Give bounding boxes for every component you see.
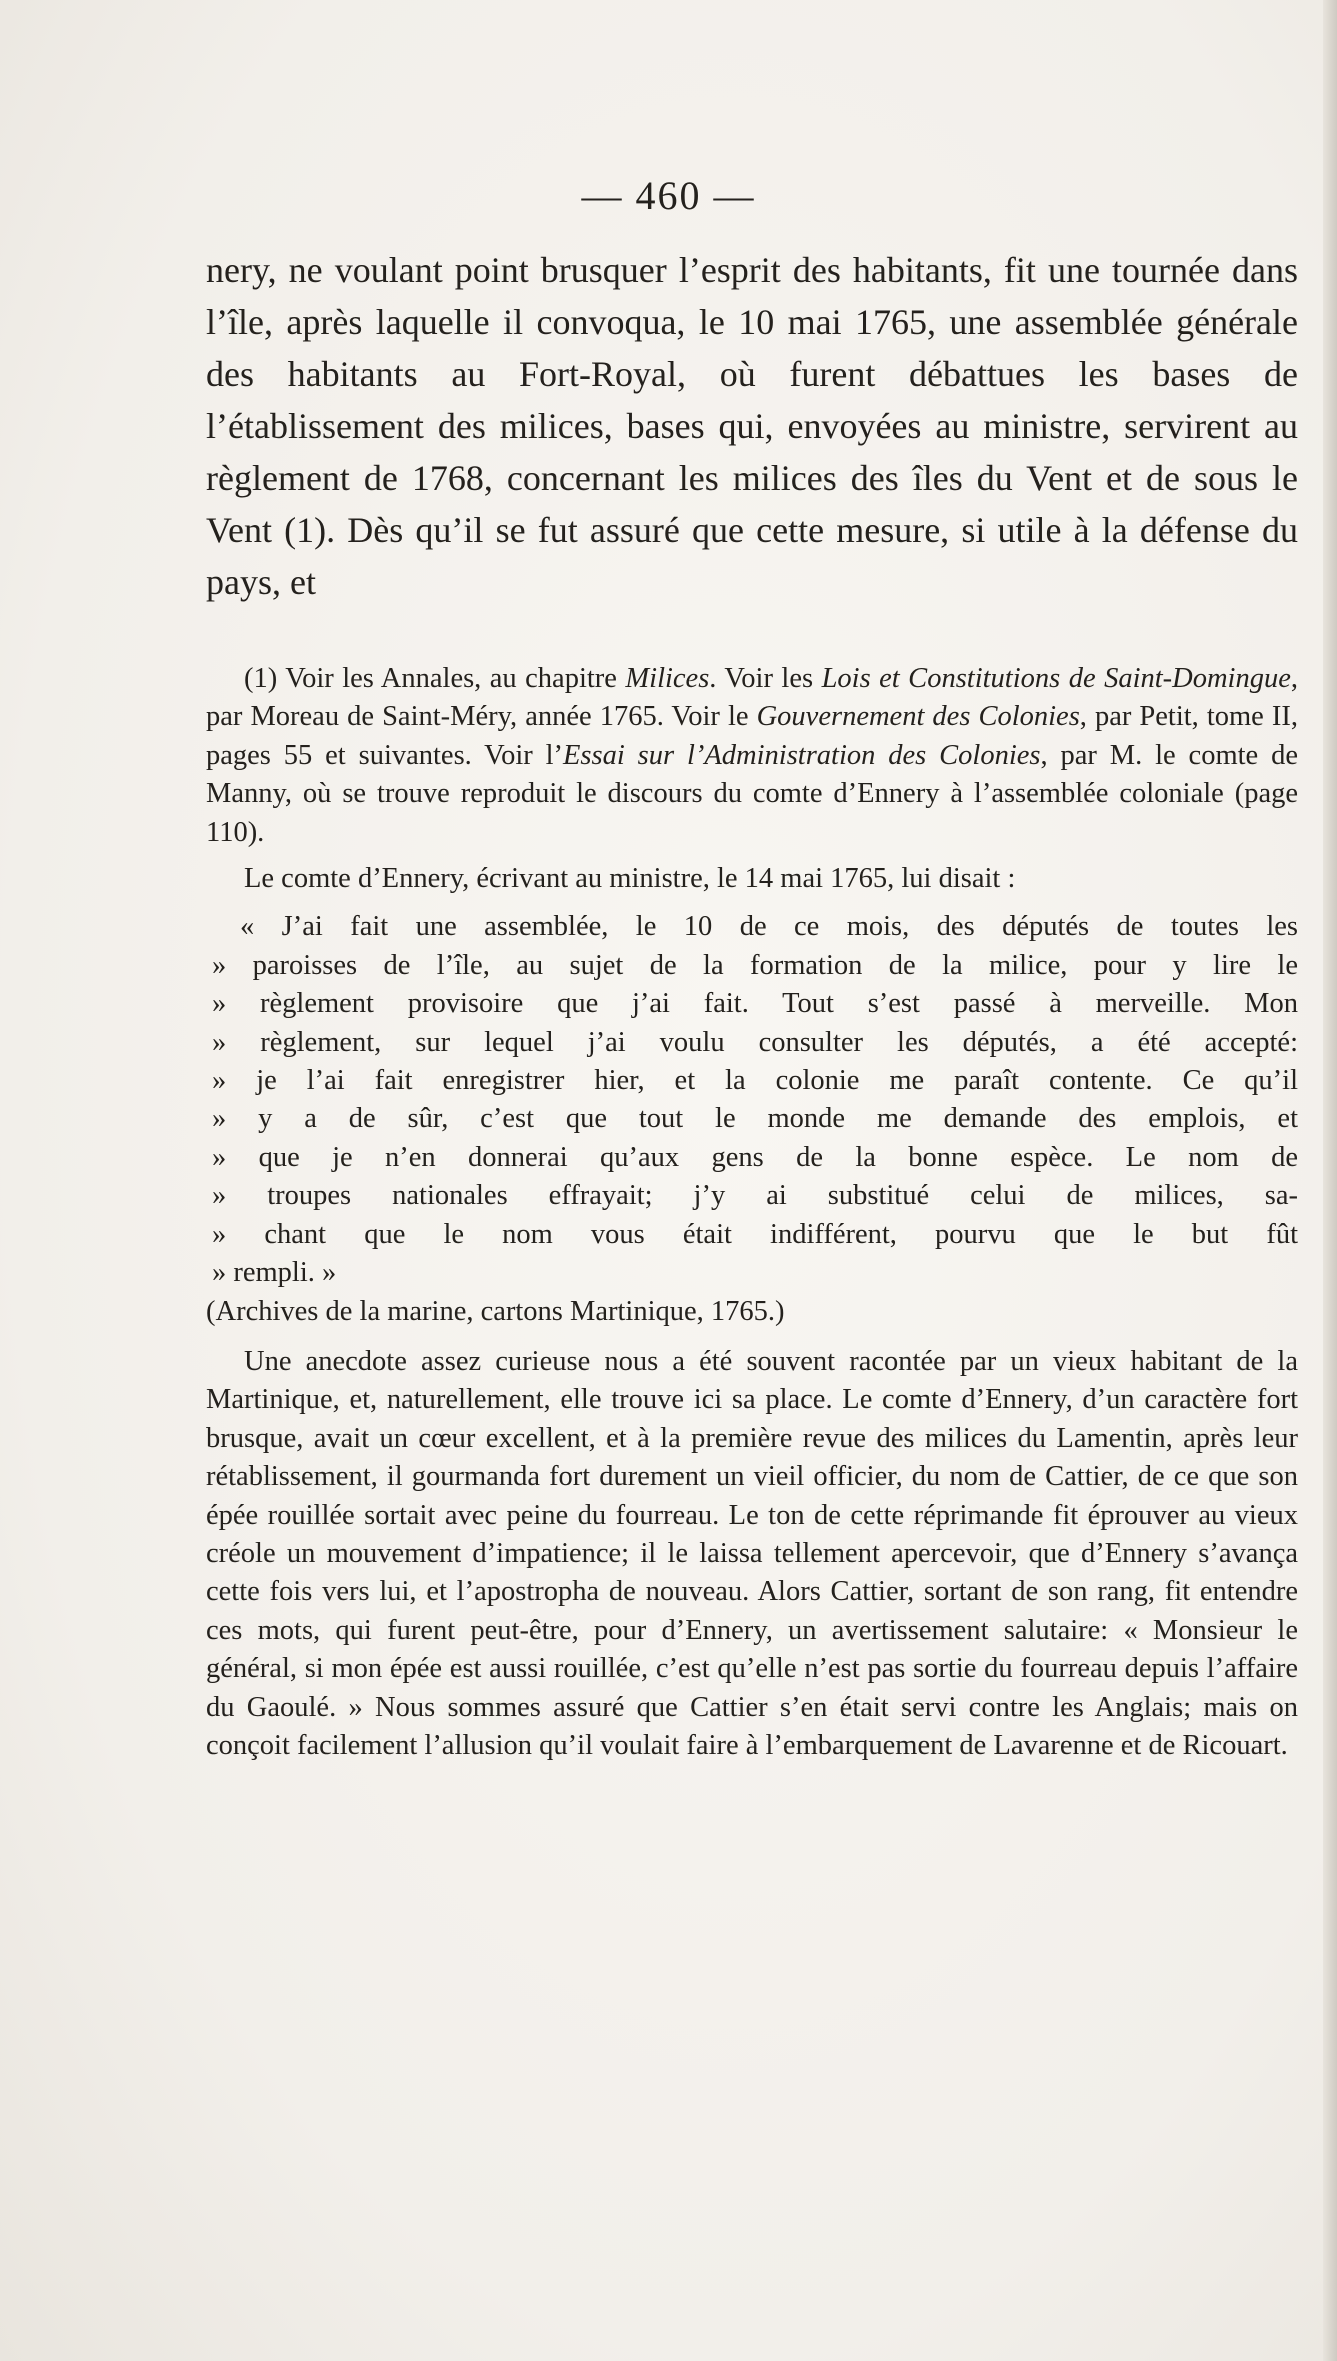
- footnote-text-3: , par Moreau de Saint-Méry, année 1765. Voir le: [206, 663, 1298, 733]
- footnote-text-2: . Voir les: [709, 663, 822, 694]
- footnote-milices-title: Milices: [625, 663, 710, 694]
- quote-line: » que je n’en donnerai qu’aux gens de la bonne espèce. Le nom de: [212, 1141, 1298, 1173]
- quote-line: » chant que le nom vous était indifférent, pourvu que le but fût: [212, 1218, 1298, 1250]
- main-paragraph: nery, ne voulant point brusquer l’esprit des habitants, fit une tournée dans l’île, après laquelle il convoqua, le 10 mai 1765, une assemblée générale des habitants au Fort-Royal, où furent débattues les bases de l’établissement des milices, bases qui, envoyées au ministre, servirent au règlement de 1768, concernant les milices des îles du Vent et de sous le Vent (1). Dès qu’il se fut assuré que cette mesure, si utile à la défense du pays, et: [206, 250, 1298, 602]
- quote-line: » je l’ai fait enregistrer hier, et la colonie me paraît contente. Ce qu’il: [212, 1065, 1298, 1097]
- quote-line: » règlement, sur lequel j’ai voulu consulter les députés, a été accepté:: [212, 1026, 1298, 1058]
- footnote-text-1: (1) Voir les Annales, au chapitre: [244, 663, 626, 694]
- letter-quote: [206, 908, 1298, 1292]
- footnote: [206, 660, 1298, 852]
- footnote-text-5: , par M. le comte de Manny, où se trouve reproduit le discours du comte d’Ennery à l’assemblée coloniale (page 110).: [206, 739, 1298, 848]
- quote-line: » paroisses de l’île, au sujet de la formation de la milice, pour y lire le: [212, 949, 1298, 981]
- small-text-block: [206, 660, 1298, 1765]
- footnote-gouvernement-title: Gouvernement des Colonies: [756, 701, 1080, 733]
- quote-line: « J’ai fait une assemblée, le 10 de ce mois, des députés de toutes les: [240, 911, 1298, 943]
- letter-intro: Le comte d’Ennery, écrivant au ministre, le 14 mai 1765, lui disait :: [244, 863, 1016, 895]
- footnote-essai-title: Essai sur l’Administration des Colonies: [563, 739, 1041, 771]
- page-number: — 460 —: [581, 173, 756, 218]
- footnote-text-4: , par Petit, tome II, pages 55 et suivantes. Voir l’: [206, 701, 1298, 771]
- page-edge: [1323, 0, 1337, 2361]
- anecdote-paragraph: Une anecdote assez curieuse nous a été souvent racontée par un vieux habitant de la Martinique, et, naturellement, elle trouve ici sa place. Le comte d’Ennery, d’un caractère fort brusque, avait un cœur excellent, et à la première revue des milices du Lamentin, après leur rétablissement, il gourmanda fort durement un vieil officier, du nom de Cattier, de ce que son épée rouillée sortait avec peine du fourreau. Le ton de cette réprimande fit éprouver au vieux créole un mouvement d’impatience; il le laissa tellement apercevoir, que d’Ennery s’avança cette fois vers lui, et l’apostropha de nouveau. Alors Cattier, sortant de son rang, fit entendre ces mots, qui furent peut-être, pour d’Ennery, un avertissement salutaire: « Monsieur le général, si mon épée est aussi rouillée, c’est qu’elle n’est pas sortie du fourreau depuis l’affaire du Gaoulé. » Nous sommes assuré que Cattier s’en était servi contre les Anglais; mais on conçoit facilement l’allusion qu’il voulait faire à l’embarquement de Lavarenne et de Ricouart.: [206, 1345, 1298, 1761]
- quote-source: (Archives de la marine, cartons Martinique, 1765.): [206, 1295, 785, 1327]
- main-text-block: [206, 244, 1298, 608]
- quote-line: » troupes nationales effrayait; j’y ai substitué celui de milices, sa-: [212, 1180, 1298, 1212]
- quote-line: » y a de sûr, c’est que tout le monde me demande des emplois, et: [212, 1103, 1298, 1135]
- footnote-lois-title: Lois et Constitutions de Saint-Domingue: [821, 663, 1291, 694]
- quote-line: » règlement provisoire que j’ai fait. Tout s’est passé à merveille. Mon: [212, 988, 1298, 1020]
- quote-line: » rempli. »: [212, 1257, 337, 1289]
